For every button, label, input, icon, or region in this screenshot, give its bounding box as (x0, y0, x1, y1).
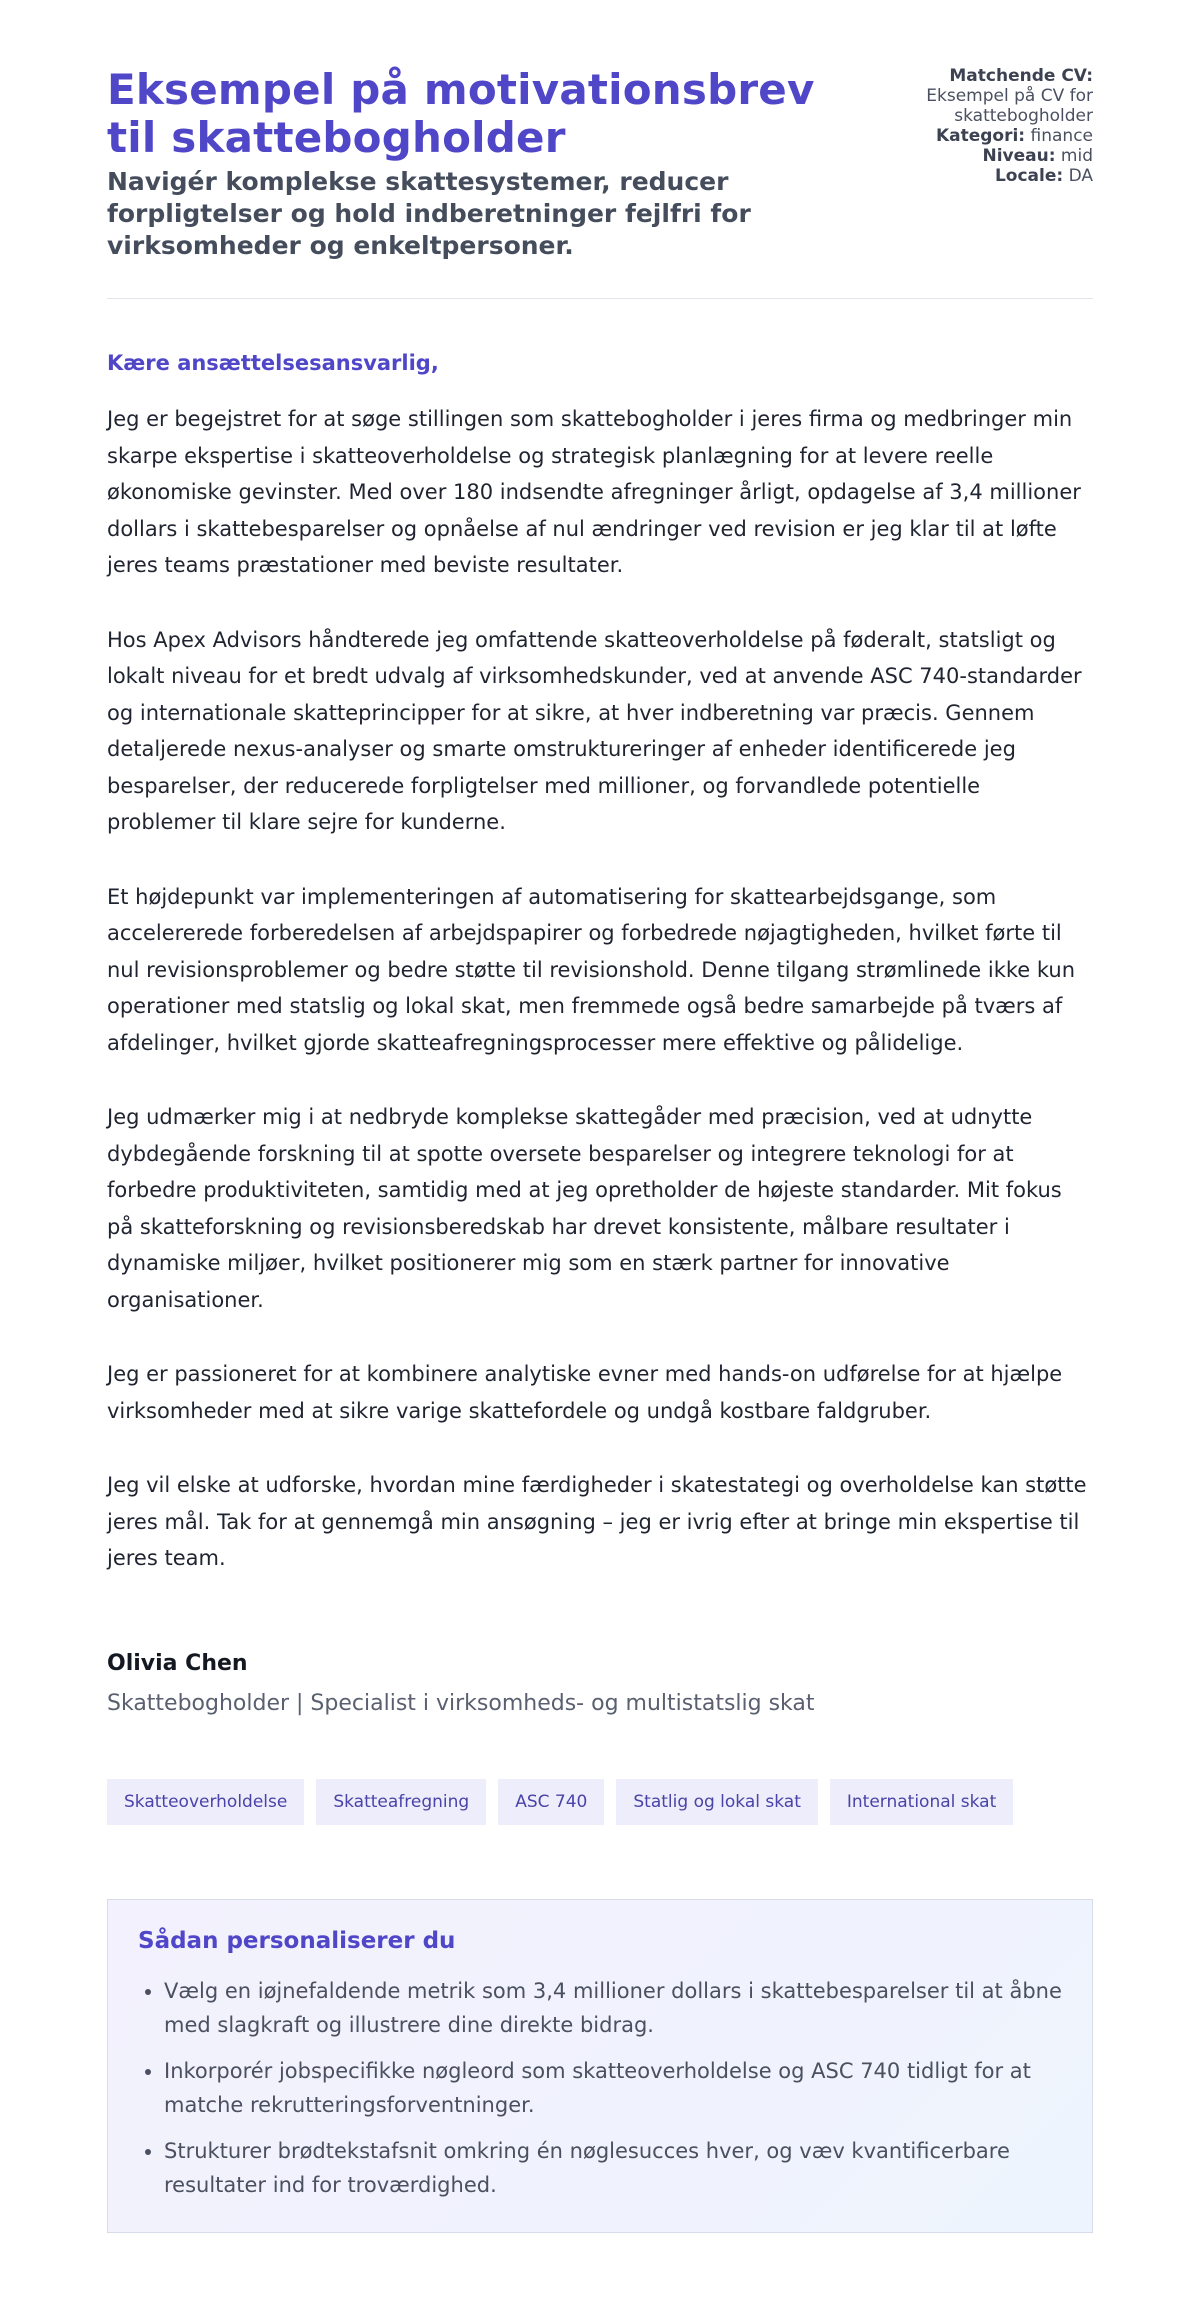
tip-item: • Strukturer brødtekstafsnit omkring én nøglesucces hver, og væv kvantificerbare resultater ind for troværdighed. (164, 2134, 1062, 2202)
skill-tag: Skatteoverholdelse (107, 1779, 304, 1825)
signature-name: Olivia Chen (107, 1650, 248, 1676)
letter-paragraph: Jeg er passioneret for at kombinere analytiske evner med hands-on udførelse for at hjælpe virksomheder med at sikre varige skattefordele og undgå kostbare faldgruber. (107, 1362, 1063, 1423)
salutation: Kære ansættelsesansvarlig, (107, 351, 439, 375)
meta-cv-label: Matchende CV: (949, 66, 1093, 86)
meta-panel (893, 66, 1093, 186)
letter-paragraph: Hos Apex Advisors håndterede jeg omfattende skatteoverholdelse på føderalt, statsligt og lokalt niveau for et bredt udvalg af virksomhedskunder, ved at anvende ASC 740-standarder og internationale skatteprincipper for at sikre, at hver indberetning var præcis. Gennem detaljerede nexus-analyser og smarte omstruktureringer af enheder identificerede jeg besparelser, der reducerede forpligtelser med millioner, og forvandlede potentielle problemer til klare sejre for kunderne. (107, 627, 1082, 834)
meta-category-label: Kategori: (935, 126, 1026, 146)
letter-body (107, 299, 1093, 1719)
meta-category-value: finance (1030, 126, 1093, 146)
tips-list (138, 1974, 1062, 2202)
letter-paragraph: Jeg udmærker mig i at nedbryde komplekse skattegåder med præcision, ved at udnytte dybdegående forskning til at spotte oversete besparelser og integrere teknologi for at forbedre produktiviteten, samtidig med at jeg opretholder de højeste standarder. Mit fokus på skatteforskning og revisionsberedskab har drevet konsistente, målbare resultater i dynamiske miljøer, hvilket positionerer mig som en stærk partner for innovative organisationer. (107, 1105, 1062, 1312)
meta-locale-value: DA (1068, 166, 1093, 186)
letter-paragraph: Jeg er begejstret for at søge stillingen som skattebogholder i jeres firma og medbringer min skarpe ekspertise i skatteoverholdelse og strategisk planlægning for at levere reelle økonomiske gevinster. Med over 180 indsendte afregninger årligt, opdagelse af 3,4 millioner dollars i skattebesparelser og opnåelse af nul ændringer ved revision er jeg klar til at løfte jeres teams præstationer med beviste resultater. (107, 407, 1081, 577)
page-header (107, 66, 1093, 299)
tip-item: • Inkorporér jobspecifikke nøgleord som skatteoverholdelse og ASC 740 tidligt for at matche rekrutteringsforventninger. (164, 2054, 1062, 2122)
tips-title: Sådan personaliserer du (138, 1927, 456, 1954)
skill-tag: Statlig og lokal skat (616, 1779, 817, 1825)
skill-tag: Skatteafregning (316, 1779, 486, 1825)
header-titles (107, 66, 847, 262)
cover-letter-page (107, 0, 1093, 2233)
skill-tag: International skat (830, 1779, 1013, 1825)
skill-tags (107, 1779, 1093, 1825)
meta-cv-link[interactable]: Eksempel på CV for skattebogholder (926, 86, 1093, 126)
signature-role: Skattebogholder | Specialist i virksomheds- og multistatslig skat (107, 1690, 815, 1716)
skill-tag: ASC 740 (498, 1779, 604, 1825)
meta-category (893, 126, 1093, 146)
page-subtitle: Navigér komplekse skattesystemer, reducer forpligtelser og hold indberetninger fejlfri for virksomheder og enkeltpersoner. (107, 167, 751, 260)
meta-level (893, 146, 1093, 166)
letter-paragraph: Et højdepunkt var implementeringen af automatisering for skattearbejdsgange, som accelererede forberedelsen af arbejdspapirer og forbedrede nøjagtigheden, hvilket førte til nul revisionsproblemer og bedre støtte til revisionshold. Denne tilgang strømlinede ikke kun operationer med statslig og lokal skat, men fremmede også bedre samarbejde på tværs af afdelinger, hvilket gjorde skatteafregningsprocesser mere effektive og pålidelige. (107, 884, 1076, 1055)
meta-matching-cv (893, 66, 1093, 126)
page-title: Eksempel på motivationsbrev til skattebogholder (107, 65, 815, 162)
meta-locale (893, 166, 1093, 186)
meta-level-label: Niveau: (982, 146, 1056, 166)
personalization-tips (107, 1899, 1093, 2233)
meta-locale-label: Locale: (994, 166, 1064, 186)
signature-block (107, 1649, 1093, 1719)
letter-paragraph: Jeg vil elske at udforske, hvordan mine færdigheder i skatestategi og overholdelse kan støtte jeres mål. Tak for at gennemgå min ansøgning – jeg er ivrig efter at bringe min ekspertise til jeres team. (107, 1473, 1087, 1570)
meta-level-value: mid (1060, 146, 1093, 166)
tip-item: • Vælg en iøjnefaldende metrik som 3,4 millioner dollars i skattebesparelser til at åbne med slagkraft og illustrere dine direkte bidrag. (164, 1974, 1062, 2042)
